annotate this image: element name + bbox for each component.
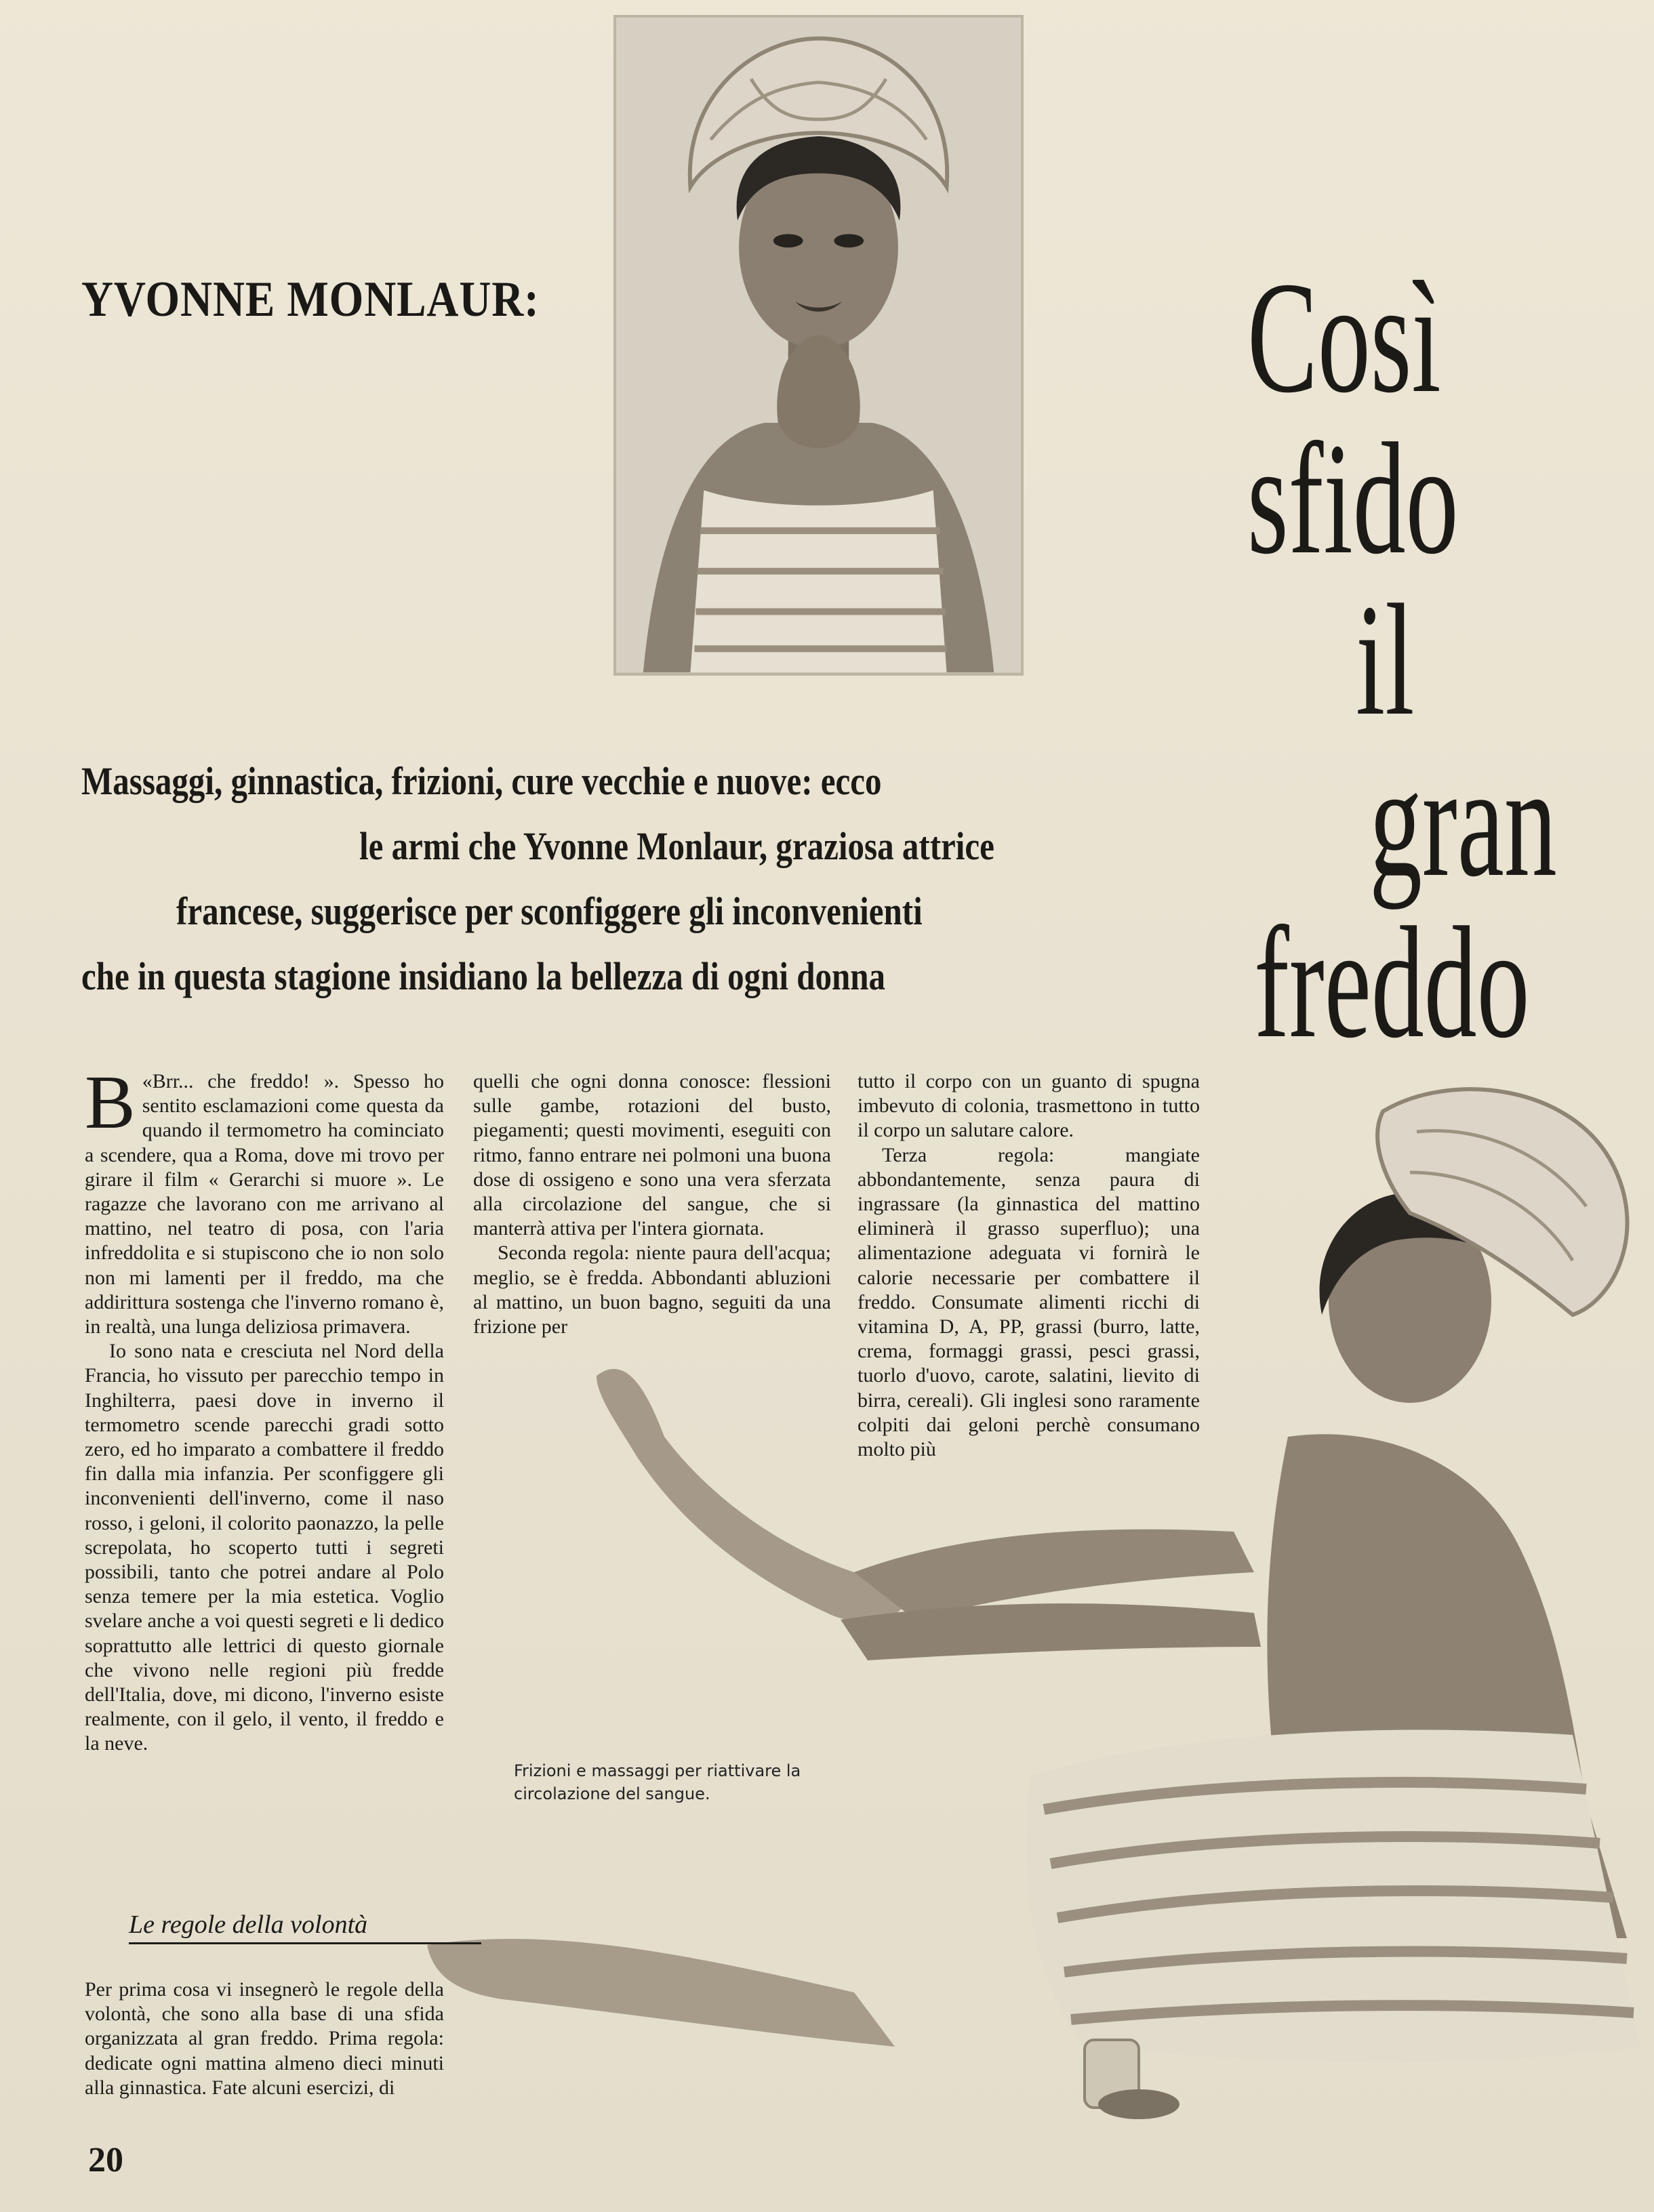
- article-kicker: YVONNE MONLAUR:: [81, 272, 540, 327]
- text-column-1-continued: [85, 1978, 444, 2100]
- col3-paragraph-1: tutto il corpo con un guanto di spugna imbevuto di colonia, trasmettono in tutto il corpo un salutare calore.: [858, 1070, 1200, 1142]
- col2-paragraph-2: Seconda regola: niente paura dell'acqua; meglio, se è fredda. Abbondanti abluzioni al mattino, un buon bagno, seguiti da una frizione per: [473, 1242, 831, 1338]
- col1-p1-text: «Brr... che freddo! ». Spesso ho sentito esclamazioni come questa da quando il termometro ha cominciato a scendere, qua a Roma, dove mi trovo per girare il film « Gerarchi si muore ». Le ragazze che lavorano con me arrivano al mattino, nel teatro di posa, con l'aria infreddolita e si stupiscono che io non solo non mi lamenti per il freddo, ma che addirittura sostenga che l'inverno romano è, in realtà, una lunga deliziosa primavera.: [85, 1070, 444, 1338]
- subhead-line-4: che in questa stagione insidiano la bellezza di ogni donna: [81, 954, 885, 998]
- text-column-1: [85, 1061, 444, 1757]
- col3-paragraph-2: Terza regola: mangiate abbondantemente, senza paura di ingrassare (la ginnastica del mattino eliminerà il grasso superfluo); una alimentazione adeguata vi fornirà le calorie necessarie per combattere il freddo. Consumate alimenti ricchi di vitamina D, A, PP, grassi (burro, latte, crema, formaggi grassi, pesci grassi, tuorlo d'uovo, carote, salatini, lievito di birra, cereali). Gli inglesi sono raramente colpiti dai geloni perchè consumano molto più: [858, 1143, 1200, 1461]
- subhead-line-3: francese, suggerisce per sconfiggere gli inconvenienti: [176, 889, 923, 933]
- text-column-3: [858, 1069, 1200, 1462]
- portrait-photo: [613, 15, 1024, 676]
- portrait-illustration: [616, 18, 1021, 673]
- drop-cap: B: [85, 1061, 136, 1145]
- subhead-line-2: le armi che Yvonne Monlaur, graziosa attrice: [359, 824, 994, 868]
- headline-line-1: Così: [1247, 249, 1441, 426]
- subhead-line-1: Massaggi, ginnastica, frizioni, cure vecchie e nuove: ecco: [81, 759, 882, 803]
- headline-line-4: gran: [1369, 733, 1557, 910]
- text-column-2: [473, 1069, 831, 1339]
- headline-line-2: sfido: [1247, 411, 1459, 588]
- headline-line-5: freddo: [1254, 895, 1530, 1071]
- page-number: 20: [88, 2141, 123, 2179]
- col1-paragraph-2: Io sono nata e cresciuta nel Nord della Francia, ho vissuto per parecchio tempo in Inghilterra, paesi dove in inverno il termometro scende parecchi gradi sotto zero, ed ho imparato a combattere il freddo fin dalla mia infanzia. Per sconfiggere gli inconvenienti dell'inverno, come il naso rosso, i geloni, il colorito paonazzo, la pelle screpolata, ho scoperto tutti i segreti possibili, tanto che potrei andare al Polo senza temere per la mia estetica. Voglio svelare anche a voi questi segreti e li dedico soprattutto alle lettrici di questo giornale che vivono nelle regioni più fredde dell'Italia, dove, mi dicono, l'inverno esiste realmente, con il gelo, il vento, il freddo e la neve.: [85, 1340, 444, 1755]
- col2-paragraph-1: quelli che ogni donna conosce: flessioni sulle gambe, rotazioni del busto, piegamenti; questi movimenti, eseguiti con ritmo, fanno entrare nei polmoni una buona dose di ossigeno e sono una vera sferzata alla circolazione del sangue, che si manterrà attiva per l'intera giornata.: [473, 1070, 831, 1240]
- col1-paragraph-3: Per prima cosa vi insegnerò le regole della volontà, che sono alla base di una sfida organizzata al gran freddo. Prima regola: dedicate ogni mattina almeno dieci minuti alla ginnastica. Fate alcuni esercizi, di: [85, 1978, 444, 2099]
- section-heading: Le regole della volontà: [129, 1910, 481, 1944]
- col1-paragraph-1: [85, 1061, 444, 1339]
- photo-caption: Frizioni e massaggi per riattivare la circolazione del sangue.: [514, 1761, 801, 1803]
- headline-line-3: il: [1356, 572, 1415, 749]
